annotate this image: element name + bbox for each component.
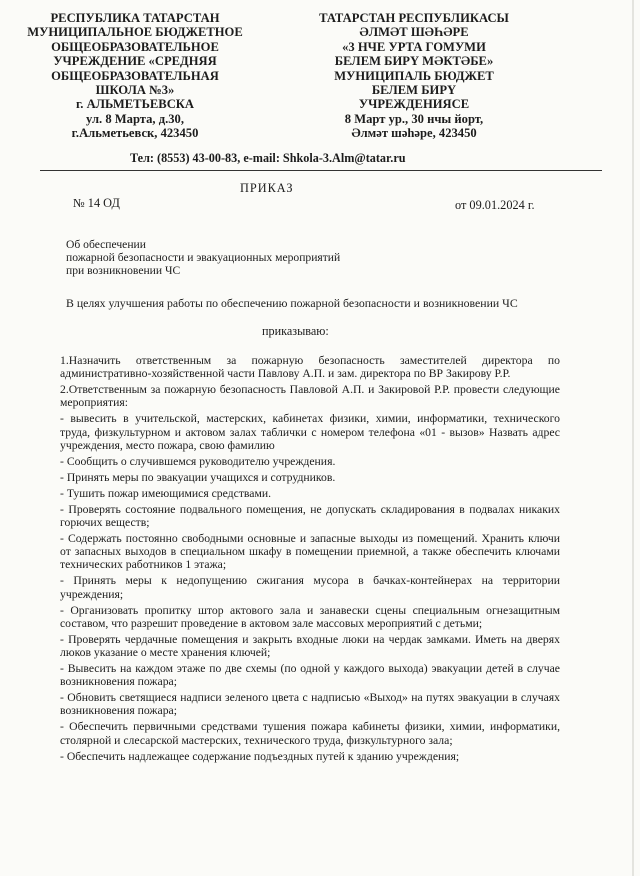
subject-line: пожарной безопасности и эвакуационных мероприятий [66,251,341,264]
header-left-block [20,11,250,141]
header-left-line: ОБЩЕОБРАЗОВАТЕЛЬНАЯ [51,68,219,83]
header-left-line: РЕСПУБЛИКА ТАТАРСТАН [50,11,220,25]
order-paragraph: - Организовать пропитку штор актового зала и занавески сцены специальным огнезащитным составом, что разрешит проведение в актовом зале массовых мероприятий с детьми; [60,603,560,630]
header-right-line: МУНИЦИПАЛЬ БЮДЖЕТ [334,68,494,83]
header-right-line: Әлмәт шәһәре, 423450 [351,126,477,141]
header-right-line: БЕЛЕМ БИРҮ [371,83,457,98]
header-right-block [300,11,528,141]
order-paragraph: - Вывесить на каждом этаже по две схемы (по одной у каждого выхода) эвакуации детей в случае возникновения пожара; [60,662,560,689]
order-paragraph: - Принять меры к недопущению сжигания мусора в бачках-контейнерах на территории учреждения; [60,574,560,601]
order-title: ПРИКАЗ [240,181,294,195]
order-body [60,354,560,766]
preamble: В целях улучшения работы по обеспечению пожарной безопасности и возникновении ЧС [66,296,518,310]
header-left-line: г. АЛЬМЕТЬЕВСКА [75,97,195,112]
order-paragraph: - Тушить пожар имеющимися средствами. [60,486,272,500]
order-paragraph: - Обеспечить первичными средствами тушения пожара кабинеты физики, химии, информатики, столярной и слесарской мастерских, технического труда, физкультурного зала; [60,720,560,747]
scan-edge-shadow [632,0,634,876]
order-paragraph: - Сообщить о случившемся руководителю учреждения. [60,454,336,468]
header-left-line: г.Альметьевск, 423450 [71,126,199,141]
header-right-line: БЕЛЕМ БИРҮ МӘКТӘБЕ» [334,54,494,69]
header-divider [40,170,602,171]
order-paragraph: 1.Назначить ответственным за пожарную безопасность заместителей директора по административно-хозяйственной части Павлову А.П. и зам. директора по ВР Закирову Р.Р. [60,354,560,381]
header-left-line: УЧРЕЖДЕНИЕ «СРЕДНЯЯ [53,54,217,69]
order-paragraph: - Обеспечить надлежащее содержание подъездных путей к зданию учреждения; [60,749,460,763]
order-date: от 09.01.2024 г. [455,198,535,212]
contact-line: Тел: (8553) 43-00-83, e-mail: Shkola-3.Alm@tatar.ru [130,151,406,165]
order-paragraph: - вывесить в учительской, мастерских, кабинетах физики, химии, информатики, технического труда, физкультурном и актовом залах таблички с номером телефона «01 - вызов» Назвать адрес учреждения, место пожара, свою фамилию [60,412,560,452]
order-paragraph: - Обновить светящиеся надписи зеленого цвета с надписью «Выход» на путях эвакуации в случаях возникновения пожара; [60,691,560,718]
order-paragraph: - Содержать постоянно свободными основные и запасные выходы из помещений. Хранить ключи от запасных выходов в специальном шкафу в помещении приемной, а также обеспечить ключами технических работников 1 этажа; [60,532,560,572]
subject-line: при возникновении ЧС [66,264,181,277]
header-right-line: ТАТАРСТАН РЕСПУБЛИКАСЫ [319,11,509,25]
header-left-line: МУНИЦИПАЛЬНОЕ БЮДЖЕТНОЕ [27,25,243,40]
header-right-line: 8 Март ур., 30 нчы йорт, [344,111,484,126]
subject-line: Об обеспечении [66,238,146,251]
header-right-line: УЧРЕЖДЕНИЯСЕ [358,97,470,112]
order-number: № 14 ОД [73,196,120,210]
order-paragraph: - Принять меры по эвакуации учащихся и сотрудников. [60,470,336,484]
orders-word: приказываю: [262,324,329,338]
header-right-line: ӘЛМӘТ ШӘҺӘРЕ [359,25,469,40]
order-paragraph: 2.Ответственным за пожарную безопасность Павловой А.П. и Закировой Р.Р. провести следующие мероприятия: [60,383,560,410]
header-right-line: «3 НЧЕ УРТА ГОМУМИ [342,39,486,54]
header-left-line: ШКОЛА №3» [95,83,175,98]
order-subject [66,238,340,277]
order-paragraph: - Проверять состояние подвального помещения, не допускать складирования в подвалах никаких горючих веществ; [60,502,560,530]
header-left-line: ул. 8 Марта, д.30, [85,111,184,126]
order-paragraph: - Проверять чердачные помещения и закрыть входные люки на чердак замками. Иметь на дверях люков указание о месте хранения ключей; [60,632,560,660]
header-left-line: ОБЩЕОБРАЗОВАТЕЛЬНОЕ [51,39,219,54]
